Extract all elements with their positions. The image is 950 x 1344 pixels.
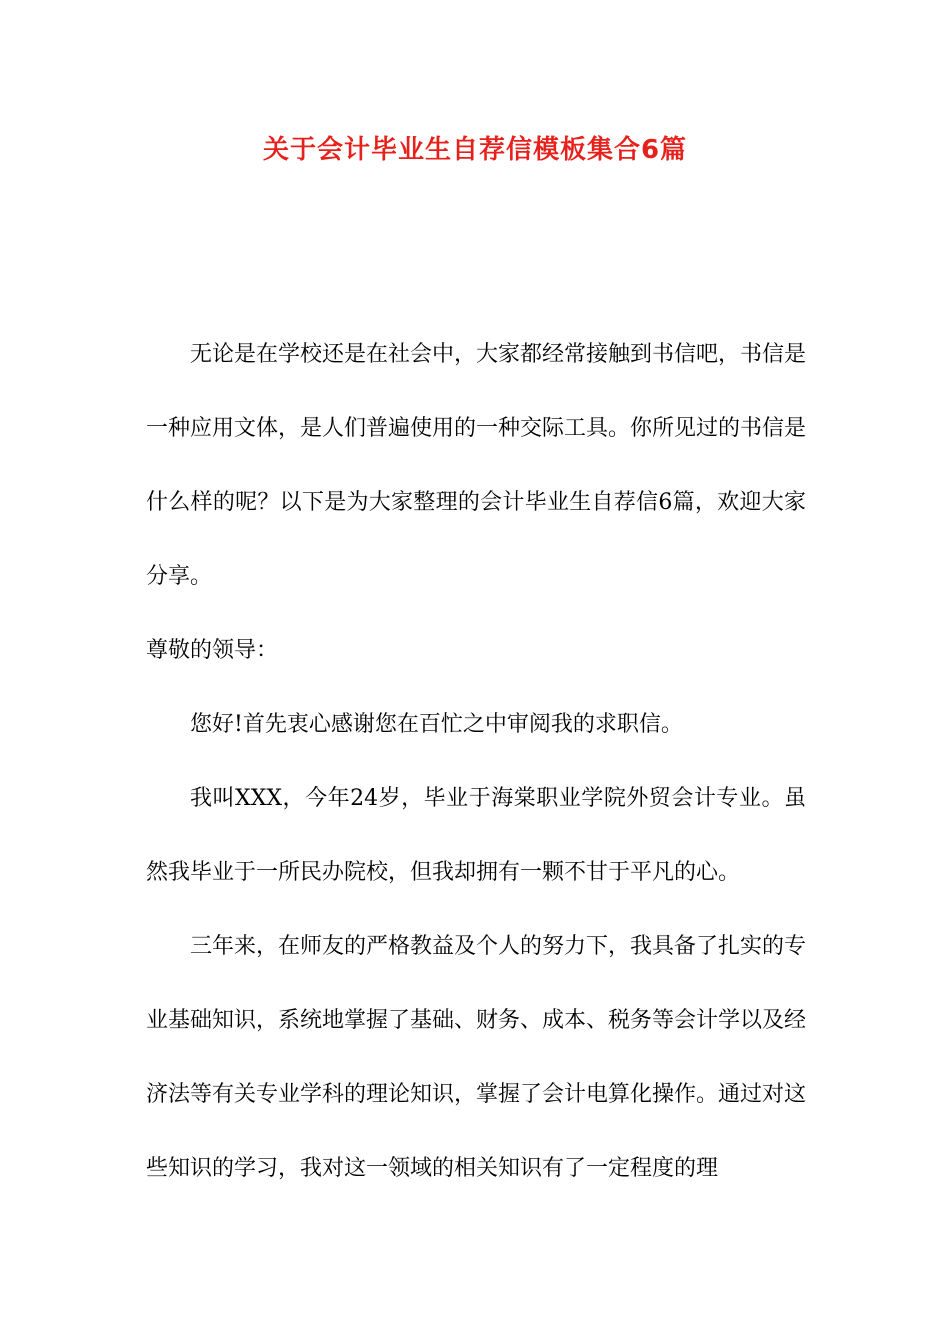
paragraph-salutation: 尊敬的领导：: [146, 638, 279, 663]
paragraph-intro: 无论是在学校还是在社会中，大家都经常接触到书信吧，书信是一种应用文体，是人们普遍使用的一种交际工具。你所见过的书信是什么样的呢？以下是为大家整理的会计毕业生自荐信6篇，欢迎大家分享。: [146, 342, 807, 589]
paragraph-education: 三年来，在师友的严格教益及个人的努力下，我具备了扎实的专业基础知识，系统地掌握了基础、财务、成本、税务等会计学以及经济法等有关专业学科的理论知识，掌握了会计电算化操作。通过对这些知识的学习，我对这一领域的相关知识有了一定程度的理: [146, 934, 807, 1181]
document-body: [146, 318, 806, 1206]
paragraph-self-introduction: 我叫XXX，今年24岁，毕业于海棠职业学院外贸会计专业。虽然我毕业于一所民办院校，但我却拥有一颗不甘于平凡的心。: [146, 786, 806, 885]
paragraph-greeting: 您好!首先衷心感谢您在百忙之中审阅我的求职信。: [190, 712, 683, 737]
document-title: 关于会计毕业生自荐信模板集合6篇: [262, 135, 688, 165]
